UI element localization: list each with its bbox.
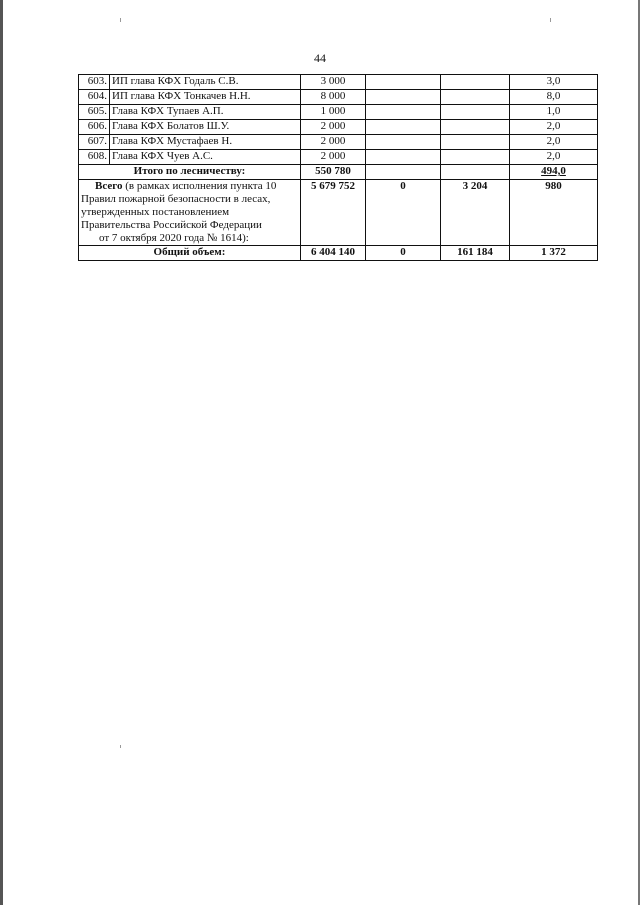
- row-col4: [366, 135, 441, 150]
- row-col5: [441, 120, 510, 135]
- row-col5: [441, 90, 510, 105]
- table-row: [79, 150, 598, 165]
- vsego-line5: от 7 октября 2020 года № 1614):: [99, 232, 249, 244]
- row-name: ИП глава КФХ Годаль С.В.: [110, 75, 301, 90]
- scan-speck: [550, 18, 551, 22]
- row-number: 603.: [79, 75, 110, 90]
- obshiy-label: Общий объем:: [79, 246, 301, 261]
- row-number: 608.: [79, 150, 110, 165]
- row-col4: [366, 120, 441, 135]
- row-number: 604.: [79, 90, 110, 105]
- itogo-label: Итого по лесничеству:: [79, 165, 301, 180]
- table-row: [79, 105, 598, 120]
- itogo-volume: 550 780: [301, 165, 366, 180]
- row-name: Глава КФХ Болатов Ш.У.: [110, 120, 301, 135]
- obshiy-volume: 6 404 140: [301, 246, 366, 261]
- page-number: 44: [314, 51, 326, 65]
- row-col4: [366, 75, 441, 90]
- vsego-line3: утвержденных постановлением: [81, 206, 230, 218]
- row-col6: 3,0: [510, 75, 598, 90]
- row-col5: [441, 105, 510, 120]
- vsego-line4: Правительства Российской Федерации: [81, 219, 262, 231]
- row-volume: 8 000: [301, 90, 366, 105]
- vsego-volume: 5 679 752: [301, 180, 366, 246]
- itogo-col4: [366, 165, 441, 180]
- itogo-col5: [441, 165, 510, 180]
- row-col6: 8,0: [510, 90, 598, 105]
- vsego-row: [79, 180, 598, 246]
- row-volume: 1 000: [301, 105, 366, 120]
- scan-speck: [120, 18, 121, 22]
- row-volume: 2 000: [301, 150, 366, 165]
- row-col4: [366, 150, 441, 165]
- forestry-table: [78, 74, 598, 261]
- row-col4: [366, 105, 441, 120]
- obshiy-col5: 161 184: [441, 246, 510, 261]
- row-col6: 2,0: [510, 135, 598, 150]
- obshiy-col6: 1 372: [510, 246, 598, 261]
- table-row: [79, 135, 598, 150]
- vsego-label-bold: Всего: [95, 180, 123, 192]
- row-col5: [441, 135, 510, 150]
- obshiy-col4: 0: [366, 246, 441, 261]
- row-name: Глава КФХ Тупаев А.П.: [110, 105, 301, 120]
- row-col5: [441, 150, 510, 165]
- row-col6: 2,0: [510, 120, 598, 135]
- vsego-label: [79, 180, 301, 246]
- row-number: 605.: [79, 105, 110, 120]
- vsego-col4: 0: [366, 180, 441, 246]
- row-number: 607.: [79, 135, 110, 150]
- row-name: ИП глава КФХ Тонкачев Н.Н.: [110, 90, 301, 105]
- vsego-col6: 980: [510, 180, 598, 246]
- row-col5: [441, 75, 510, 90]
- vsego-col5: 3 204: [441, 180, 510, 246]
- vsego-line1: [81, 180, 298, 193]
- row-number: 606.: [79, 120, 110, 135]
- table-row: [79, 120, 598, 135]
- table-row: [79, 75, 598, 90]
- row-col6: 1,0: [510, 105, 598, 120]
- row-volume: 3 000: [301, 75, 366, 90]
- vsego-line1-rest: (в рамках исполнения пункта 10: [122, 180, 277, 192]
- row-volume: 2 000: [301, 135, 366, 150]
- row-name: Глава КФХ Мустафаев Н.: [110, 135, 301, 150]
- row-name: Глава КФХ Чуев А.С.: [110, 150, 301, 165]
- row-volume: 2 000: [301, 120, 366, 135]
- row-col4: [366, 90, 441, 105]
- itogo-row: [79, 165, 598, 180]
- scan-left-edge: [0, 0, 3, 905]
- row-col6: 2,0: [510, 150, 598, 165]
- scan-speck: [120, 745, 121, 748]
- obshiy-row: [79, 246, 598, 261]
- vsego-line2: Правил пожарной безопасности в лесах,: [81, 193, 271, 205]
- table-row: [79, 90, 598, 105]
- itogo-col6: 494,0: [510, 165, 598, 180]
